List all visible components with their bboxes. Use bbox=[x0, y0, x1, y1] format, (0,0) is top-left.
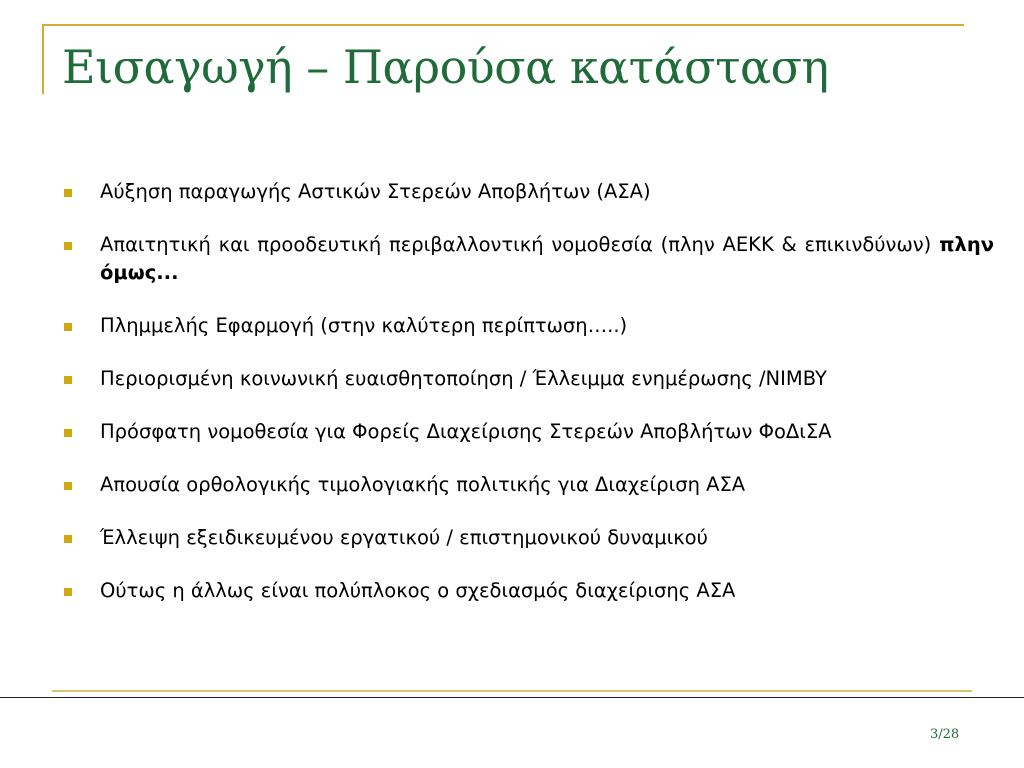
square-bullet-icon bbox=[64, 482, 72, 490]
bullet-text: Περιορισμένη κοινωνική ευαισθητοποίηση / Έλλειμμα ενημέρωσης /NIMBY bbox=[100, 367, 827, 390]
bullet-list bbox=[62, 178, 994, 630]
footer-divider-black bbox=[0, 697, 1024, 698]
bullet-text: Απαιτητική και προοδευτική περιβαλλοντική νομοθεσία (πλην ΑΕΚΚ & επικινδύνων) bbox=[100, 233, 940, 256]
bullet-text: Ούτως η άλλως είναι πολύπλοκος ο σχεδιασμός διαχείρισης ΑΣΑ bbox=[100, 579, 736, 602]
title-frame-top-line bbox=[42, 24, 964, 26]
bullet-item bbox=[62, 365, 994, 393]
square-bullet-icon bbox=[64, 323, 72, 331]
bullet-item bbox=[62, 577, 994, 605]
square-bullet-icon bbox=[64, 535, 72, 543]
bullet-text: Έλλειψη εξειδικευμένου εργατικού / επιστημονικού δυναμικού bbox=[100, 526, 708, 549]
footer-divider-gold bbox=[52, 690, 972, 692]
bullet-item bbox=[62, 178, 994, 206]
page-number: 3/28 bbox=[930, 727, 960, 742]
bullet-text: Αύξηση παραγωγής Αστικών Στερεών Αποβλήτων (ΑΣΑ) bbox=[100, 180, 651, 203]
bullet-text: Πλημμελής Εφαρμογή (στην καλύτερη περίπτωση…..) bbox=[100, 314, 628, 337]
square-bullet-icon bbox=[64, 429, 72, 437]
bullet-text: Πρόσφατη νομοθεσία για Φορείς Διαχείρισης Στερεών Αποβλήτων ΦοΔιΣΑ bbox=[100, 420, 832, 443]
slide-title: Εισαγωγή – Παρούσα κατάσταση bbox=[62, 40, 829, 94]
title-frame-left-line bbox=[42, 24, 44, 94]
bullet-item bbox=[62, 312, 994, 340]
bullet-item bbox=[62, 524, 994, 552]
square-bullet-icon bbox=[64, 376, 72, 384]
bullet-item bbox=[62, 471, 994, 499]
square-bullet-icon bbox=[64, 189, 72, 197]
square-bullet-icon bbox=[64, 242, 72, 250]
bullet-emphasis-text: πλην όμως... bbox=[100, 233, 994, 284]
bullet-item bbox=[62, 418, 994, 446]
bullet-text: Απουσία ορθολογικής τιμολογιακής πολιτικής για Διαχείριση ΑΣΑ bbox=[100, 473, 746, 496]
bullet-item bbox=[62, 231, 994, 287]
square-bullet-icon bbox=[64, 588, 72, 596]
